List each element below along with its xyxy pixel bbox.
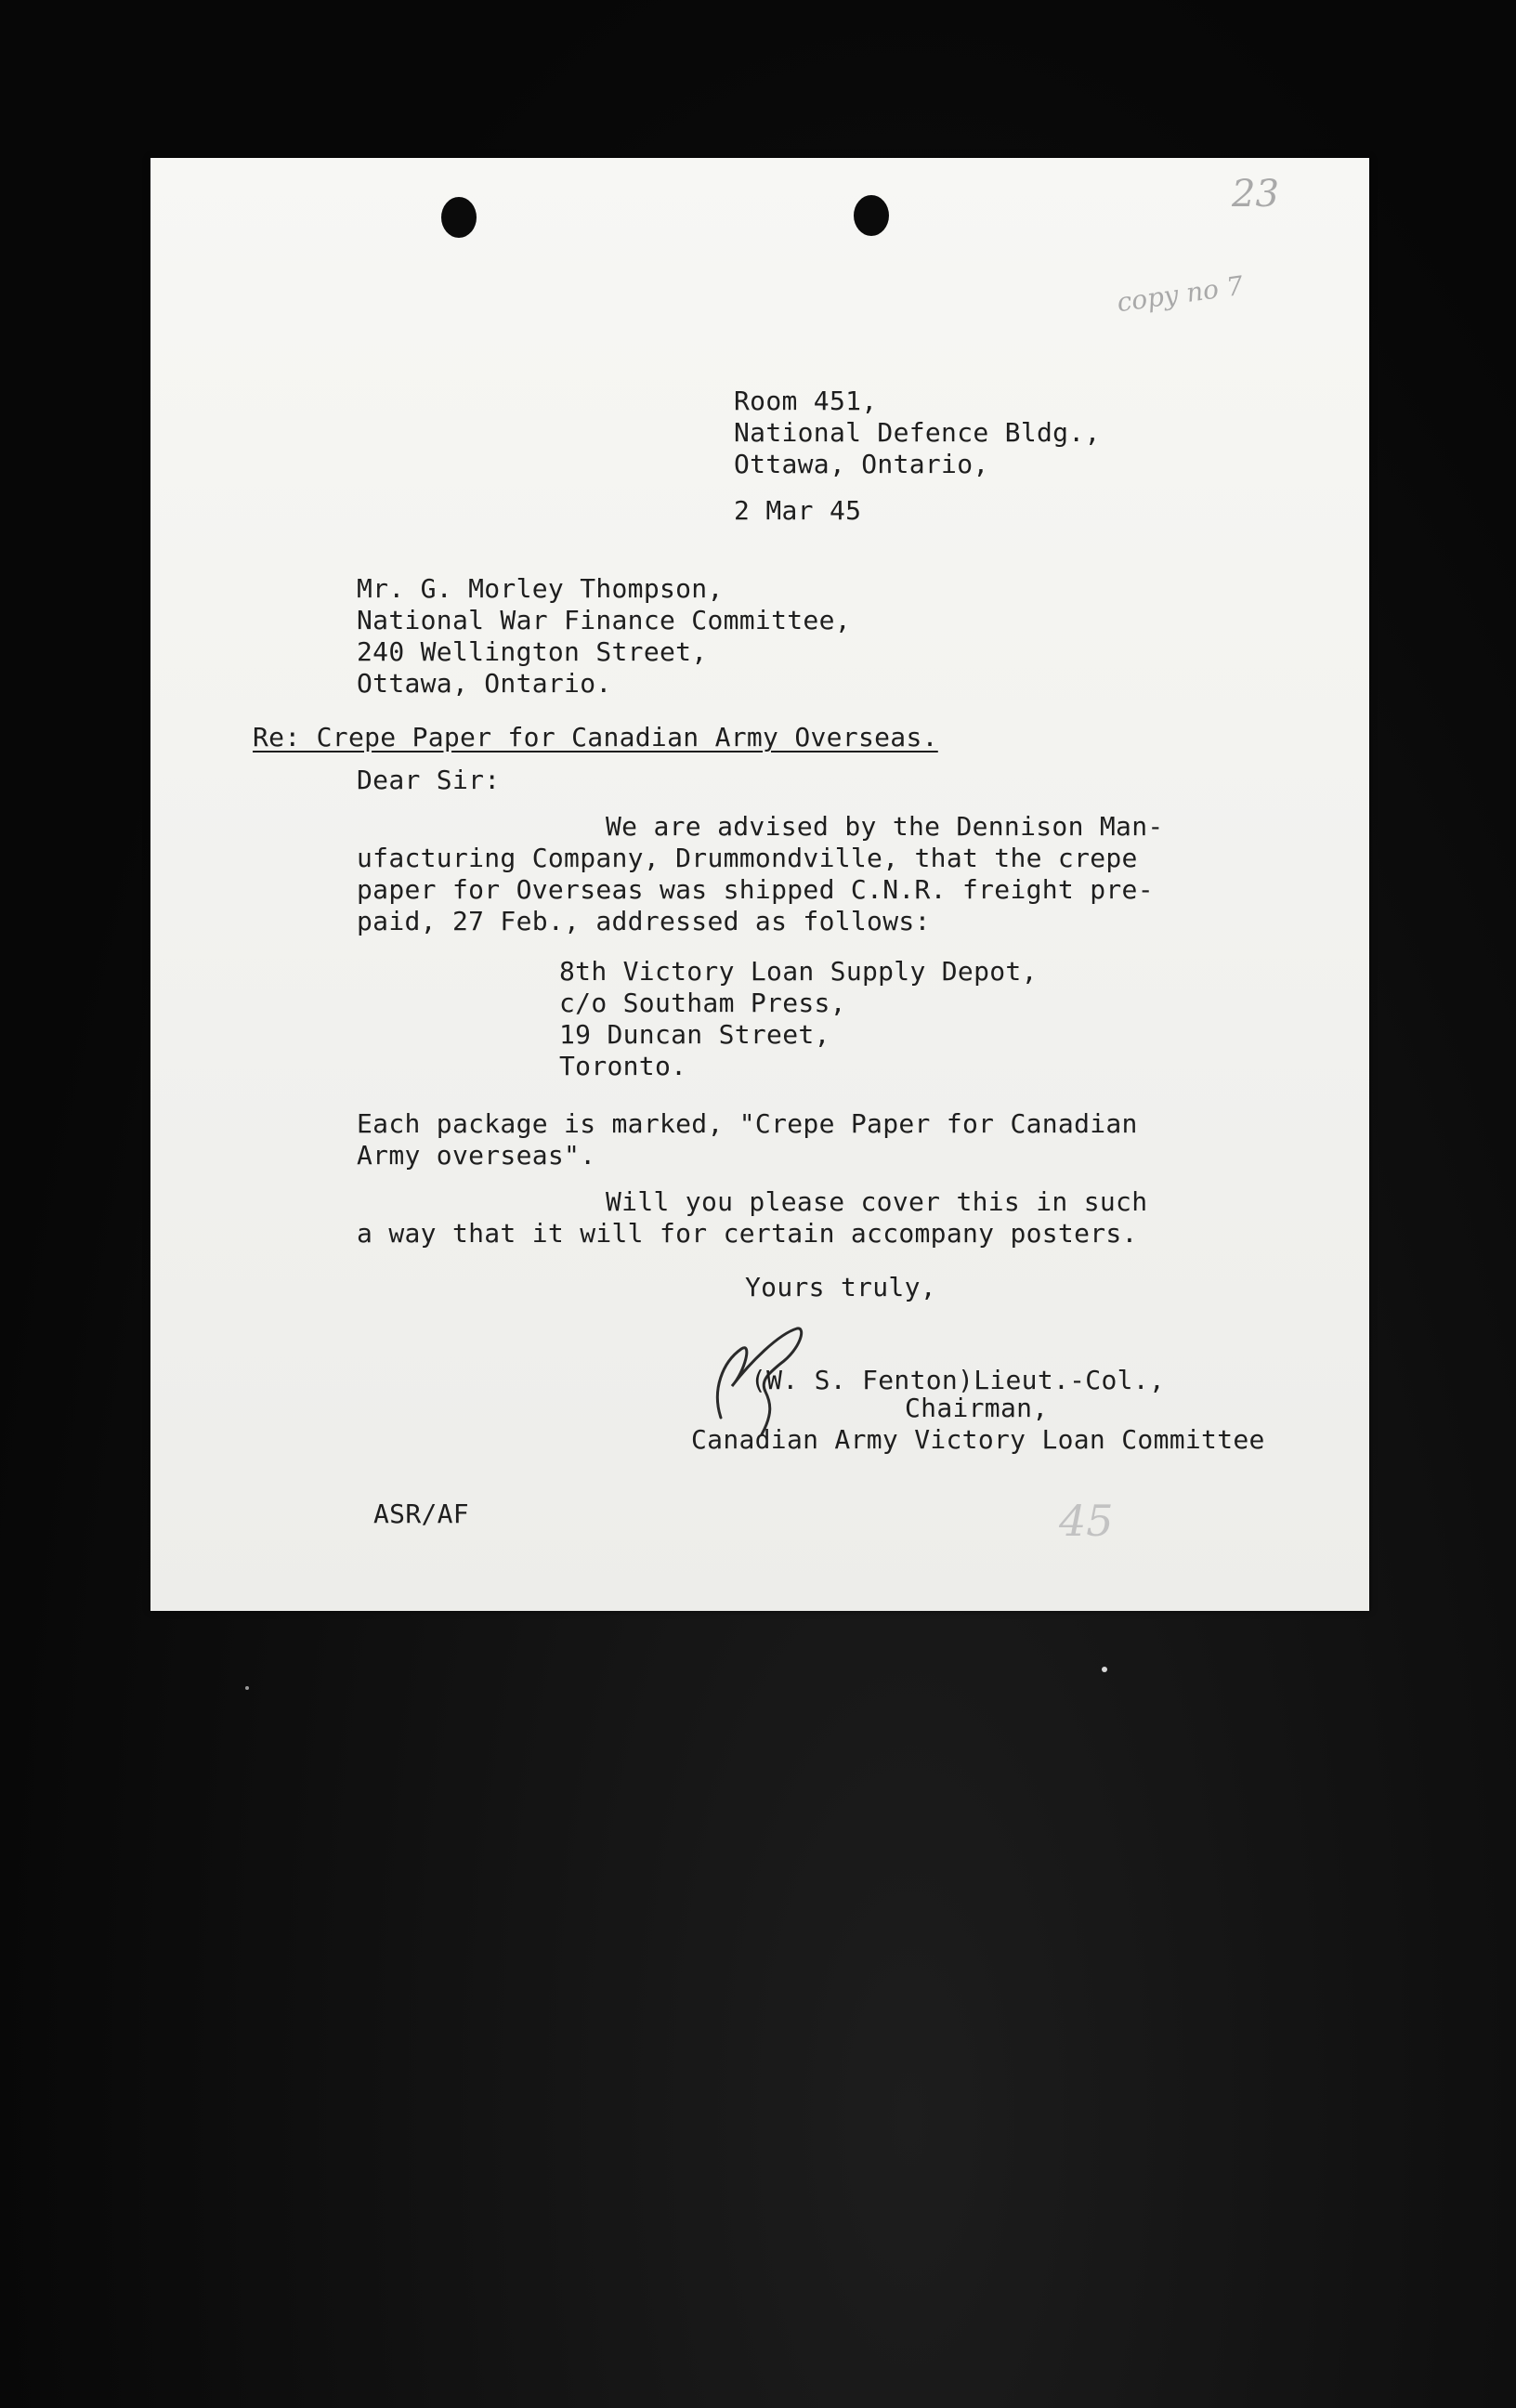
reference-initials: ASR/AF [373,1498,469,1529]
recipient-line: 240 Wellington Street, [357,636,708,667]
body-line: We are advised by the Dennison Man- [606,811,1164,842]
return-address-line: Room 451, [734,386,878,416]
signer-name: (W. S. Fenton)Lieut.-Col., [751,1365,1166,1395]
body-line: ufacturing Company, Drummondville, that the crepe [357,843,1138,873]
ship-to-line: c/o Southam Press, [559,988,846,1018]
pencil-mark-annotation: 45 [1059,1496,1114,1546]
ship-to-line: 8th Victory Loan Supply Depot, [559,956,1038,987]
copy-note-annotation: copy no 7 [1115,269,1246,319]
return-address-line: National Defence Bldg., [734,417,1101,448]
recipient-line: Mr. G. Morley Thompson, [357,573,724,604]
film-speck [1102,1667,1107,1672]
body-line: Army overseas". [357,1140,596,1171]
body-line: a way that it will for certain accompany posters. [357,1218,1138,1249]
letter-date: 2 Mar 45 [734,495,862,526]
signer-organization: Canadian Army Victory Loan Committee [691,1424,1265,1455]
recipient-line: Ottawa, Ontario. [357,668,612,699]
ship-to-line: Toronto. [559,1051,687,1081]
recipient-line: National War Finance Committee, [357,605,851,635]
body-line: paper for Overseas was shipped C.N.R. freight pre- [357,874,1154,905]
page-number-annotation: 23 [1232,173,1279,216]
letter-page [150,158,1369,1611]
closing: Yours truly, [745,1272,936,1302]
salutation: Dear Sir: [357,765,501,795]
punch-hole-right [854,195,889,236]
return-address-line: Ottawa, Ontario, [734,449,989,479]
signer-title: Chairman, [905,1393,1049,1423]
body-line: paid, 27 Feb., addressed as follows: [357,906,931,936]
subject-line: Re: Crepe Paper for Canadian Army Overseas. [253,722,938,752]
punch-hole-left [441,197,477,238]
body-line: Each package is marked, "Crepe Paper for Canadian [357,1108,1138,1139]
ship-to-line: 19 Duncan Street, [559,1019,830,1050]
body-line: Will you please cover this in such [606,1186,1148,1217]
film-speck [245,1686,249,1690]
